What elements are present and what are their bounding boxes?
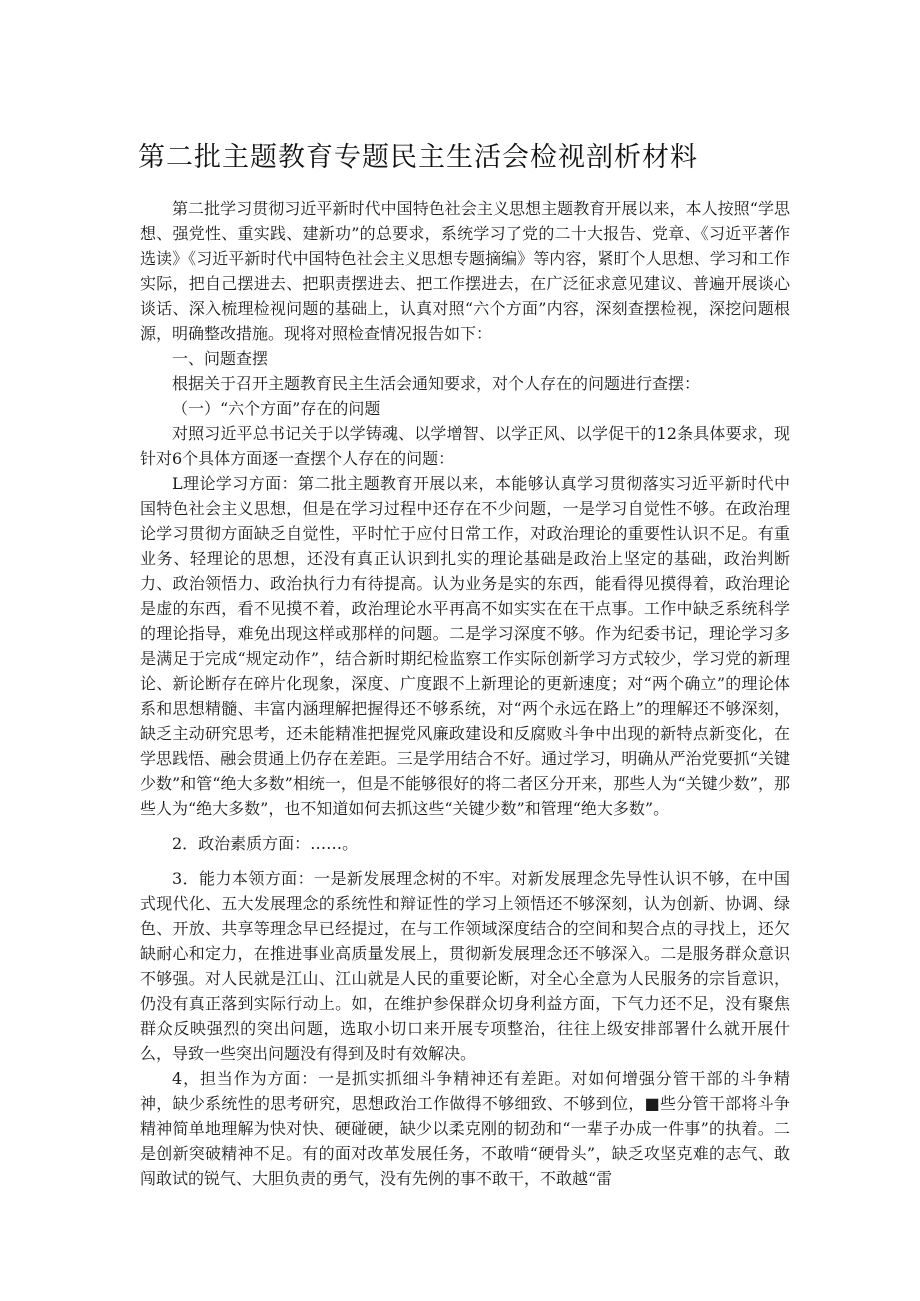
political-quality-paragraph: 2．政治素质方面：……。 bbox=[172, 834, 359, 853]
theory-study-paragraph: L理论学习方面：第二批主题教育开展以来，本能够认真学习贯彻落实习近平新时代中国特色社会主义思想，但是在学习过程中还存在不少问题，一是学习自觉性不够。在政治理论学习贯彻方面缺乏自觉性，平时忙于应付日常工作，对政治理论的重要性认识不足。有重业务、轻理论的思想，还没有真正认识到扎实的理论基础是政治上坚定的基础，政治判断力、政治领悟力、政治执行力有待提高。认为业务是实的东西，能看得见摸得着，政治理论是虚的东西，看不见摸不着，政治理论水平再高不如实实在在干点事。工作中缺乏系统科学的理论指导，难免出现这样或那样的问题。二是学习深度不够。作为纪委书记，理论学习多是满足于完成“规定动作”，结合新时期纪检监察工作实际创新学习方式较少，学习党的新理论、新论断存在碎片化现象，深度、广度跟不上新理论的更新速度；对“两个确立”的理论体系和思想精髓、丰富内涵理解把握得还不够系统，对“两个永远在路上”的理解还不够深刻，缺乏主动研究思考，还未能精准把握党风廉政建设和反腐败斗争中出现的新特点新变化，在学思践悟、融会贯通上仍存在差距。三是学用结合不好。通过学习，明确从严治党要抓“关键少数”和管“绝大多数”相统一，但是不能够很好的将二者区分开来，那些人为“关键少数”，那些人为“绝大多数”，也不知道如何去抓这些“关键少数”和管理“绝大多数”。 bbox=[140, 474, 790, 818]
document-title: 第二批主题教育专题民主生活会检视剖析材料 bbox=[138, 142, 698, 173]
intro-paragraph: 第二批学习贯彻习近平新时代中国特色社会主义思想主题教育开展以来，本人按照“学思想、强党性、重实践、建新功”的总要求，系统学习了党的二十大报告、党章、《习近平著作选读》《习近平新时代中国特色社会主义思想专题摘编》等内容，紧盯个人思想、学习和工作实际，把自己摆进去、把职责摆进去、把工作摆进去，在广泛征求意见建议、普遍开展谈心谈话、深入梳理检视问题的基础上，认真对照“六个方面”内容，深刻查摆检视，深挖问题根源，明确整改措施。现将对照检查情况报告如下： bbox=[140, 199, 790, 343]
section-heading-problem-review: 一、问题查摆 bbox=[172, 349, 269, 368]
subsection-heading-six-aspects: （一）“六个方面”存在的问题 bbox=[172, 399, 381, 418]
requirements-paragraph: 对照习近平总书记关于以学铸魂、以学增智、以学正风、以学促干的12条具体要求，现针对6个具体方面逐一查摆个人存在的问题： bbox=[140, 424, 790, 468]
ability-paragraph: 3．能力本领方面：一是新发展理念树的不牢。对新发展理念先导性认识不够，在中国式现代化、五大发展理念的系统性和辩证性的学习上领悟还不够深刻，认为创新、协调、绿色、开放、共享等理念早已经提过，在与工作领域深度结合的空间和契合点的寻找上，还欠缺耐心和定力，在推进事业高质量发展上，贯彻新发展理念还不够深入。二是服务群众意识不够强。对人民就是江山、江山就是人民的重要论断，对全心全意为人民服务的宗旨意识，仍没有真正落到实际行动上。如，在维护参保群众切身利益方面，下气力还不足，没有聚焦群众反映强烈的突出问题，选取小切口来开展专项整治，往往上级安排部署什么就开展什么，导致一些突出问题没有得到及时有效解决。 bbox=[140, 869, 790, 1063]
responsibility-paragraph: 4，担当作为方面：一是抓实抓细斗争精神还有差距。对如何增强分管干部的斗争精神，缺少系统性的思考研究，思想政治工作做得不够细致、不够到位，■些分管干部将斗争精神简单地理解为快对快、硬碰硬，缺少以柔克刚的韧劲和“一辈子办成一件事”的执着。二是创新突破精神不足。有的面对改革发展任务，不敢啃“硬骨头”，缺乏攻坚克难的志气、敢闯敢试的锐气、大胆负责的勇气，没有先例的事不敢干，不敢越“雷 bbox=[140, 1069, 790, 1188]
notice-paragraph: 根据关于召开主题教育民主生活会通知要求，对个人存在的问题进行查摆： bbox=[172, 374, 701, 393]
document-body bbox=[140, 196, 790, 1191]
